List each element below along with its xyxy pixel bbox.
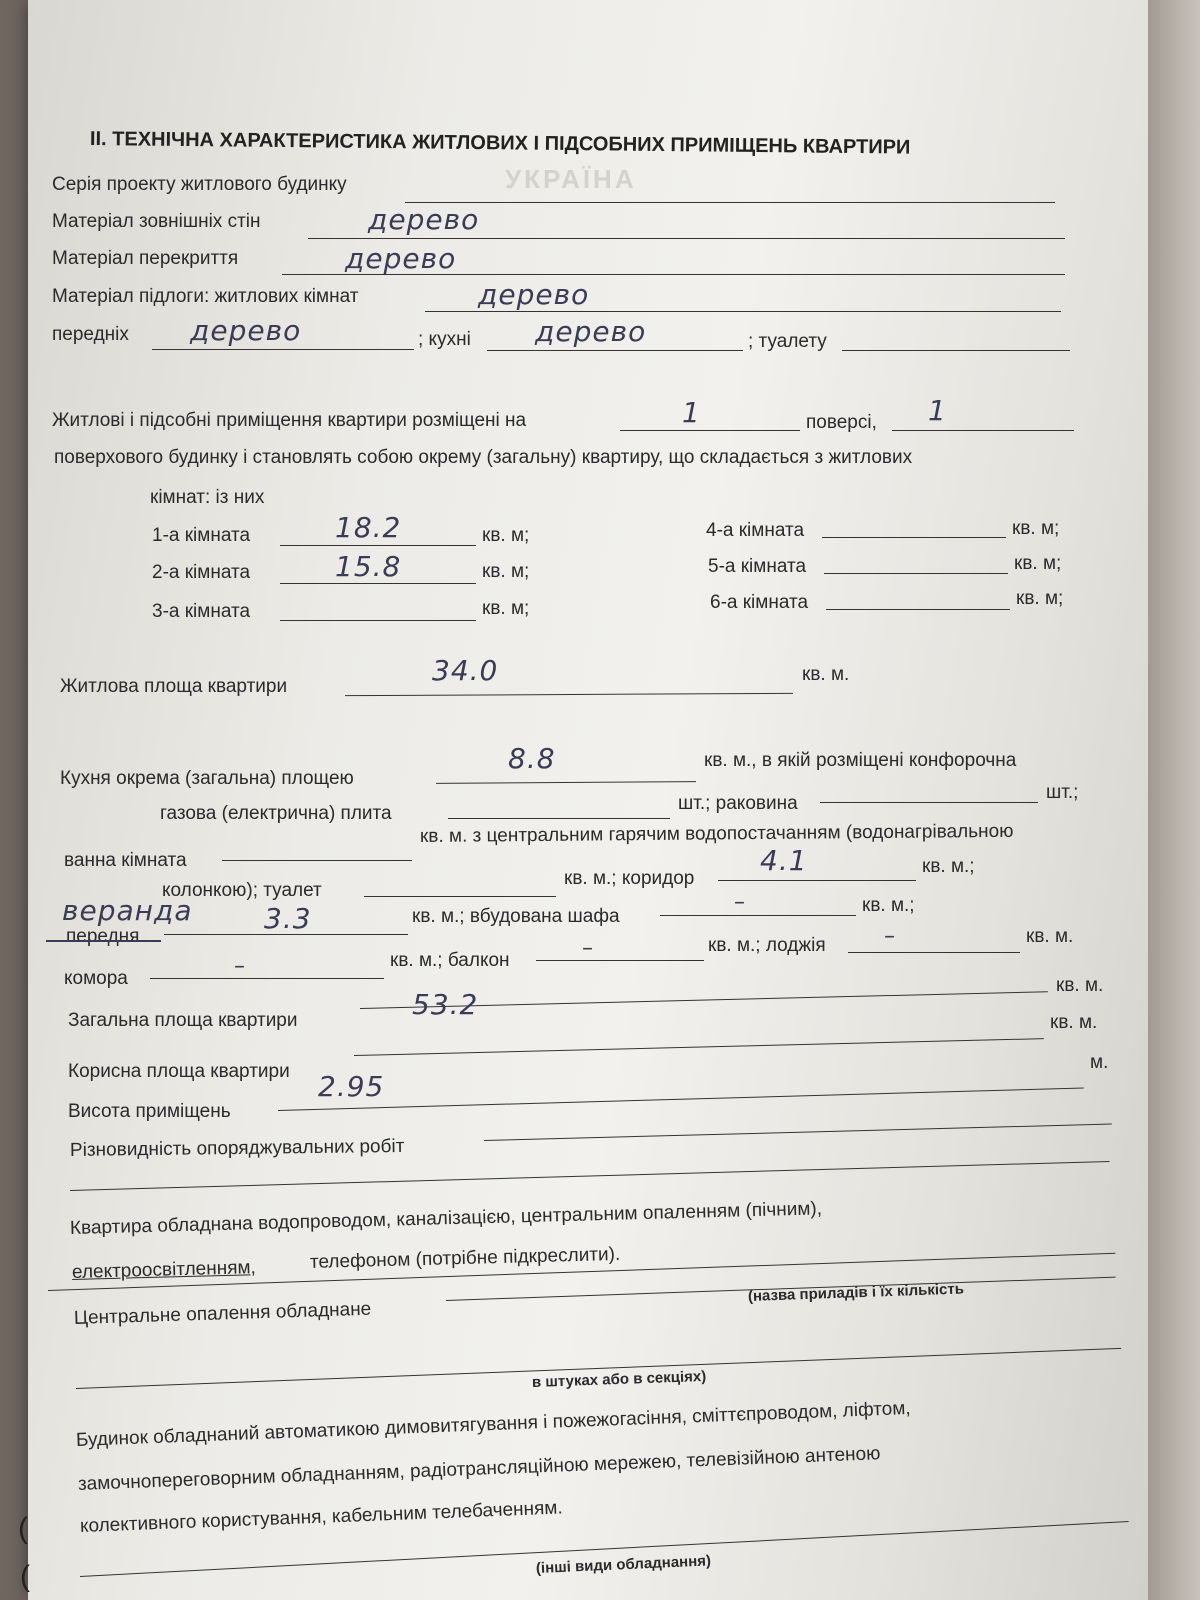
other-equipment-caption: (інші види обладнання) — [535, 1552, 712, 1577]
ceiling-value[interactable]: дерево — [345, 242, 457, 275]
location-line1: Житлові і підсобні приміщення квартири розміщені на — [52, 410, 527, 431]
room-4-line — [822, 537, 1006, 538]
stove-unit: шт.; раковина — [678, 793, 798, 814]
room-3-line — [280, 620, 476, 621]
equipment-line1: Квартира обладнана водопроводом, каналізацією, центральним опаленням (пічним), — [69, 1198, 823, 1239]
floors-total-line — [892, 430, 1074, 431]
building-line3: колективного користування, кабельним телебаченням. — [79, 1497, 564, 1537]
electricity-underlined: електроосвітленням, — [71, 1257, 257, 1283]
room-6-unit: кв. м; — [1016, 588, 1064, 609]
heating-caption-1: (назва приладів і їх кількість — [747, 1280, 965, 1305]
balcony-label: кв. м.; балкон — [390, 950, 510, 971]
room-1-label: 1-а кімната — [152, 525, 251, 546]
stamp-watermark: УКРАЇНА — [505, 164, 637, 194]
floors-total-value[interactable]: 1 — [928, 394, 947, 427]
room-3-label: 3-а кімната — [152, 601, 251, 622]
sink-unit: шт.; — [1046, 782, 1079, 803]
room-2-label: 2-а кімната — [152, 562, 251, 583]
useful-area-label: Корисна площа квартири — [68, 1061, 290, 1082]
bathroom-line — [222, 860, 412, 861]
walls-line — [308, 238, 1065, 239]
total-area-unit: кв. м. — [1056, 975, 1104, 996]
kitchen-area-line — [436, 781, 696, 784]
finishing-line — [484, 1124, 1112, 1141]
veranda-handwritten-label[interactable]: веранда — [62, 894, 193, 927]
room-4-unit: кв. м; — [1012, 518, 1060, 539]
kitchen-area-value[interactable]: 8.8 — [508, 742, 556, 775]
room-5-unit: кв. м; — [1014, 553, 1062, 574]
wardrobe-line — [660, 915, 856, 916]
floor-number-line — [620, 430, 800, 431]
heating-label: Центральне опалення обладнане — [73, 1298, 372, 1329]
living-area-value[interactable]: 34.0 — [432, 654, 499, 687]
height-value[interactable]: 2.95 — [318, 1070, 385, 1103]
total-area-value[interactable]: 53.2 — [412, 988, 479, 1021]
hall-value[interactable]: дерево — [190, 314, 302, 347]
living-area-label: Житлова площа квартири — [60, 676, 288, 697]
loggia-line — [848, 952, 1020, 953]
wardrobe-unit: кв. м.; — [862, 895, 915, 916]
useful-area-unit: кв. м. — [1050, 1012, 1098, 1033]
veranda-printed-label: передня — [66, 926, 140, 947]
toilet-material-line — [842, 350, 1070, 351]
floor-value[interactable]: дерево — [478, 278, 590, 311]
page-title: II. ТЕХНІЧНА ХАРАКТЕРИСТИКА ЖИТЛОВИХ І ПІДСОБНИХ ПРИМІЩЕНЬ КВАРТИРИ — [89, 128, 911, 159]
room-5-line — [824, 573, 1008, 574]
kitchen-material-line — [487, 350, 743, 351]
storage-value[interactable]: – — [234, 954, 246, 979]
location-line3: кімнат: із них — [150, 487, 265, 508]
kitchen-material-value[interactable]: дерево — [535, 315, 647, 348]
wardrobe-value[interactable]: – — [734, 890, 746, 915]
room-2-value[interactable]: 15.8 — [335, 550, 402, 583]
kitchen-label: Кухня окрема (загальна) площею — [60, 768, 354, 789]
ceiling-label: Матеріал перекриття — [52, 248, 239, 269]
room-1-value[interactable]: 18.2 — [335, 511, 402, 544]
room-2-line — [280, 583, 476, 584]
sink-line — [820, 802, 1038, 803]
room-1-unit: кв. м; — [482, 525, 530, 546]
loggia-label: кв. м.; лоджія — [708, 935, 826, 956]
hall-label: передніх — [52, 324, 129, 345]
corridor-value[interactable]: 4.1 — [760, 844, 808, 877]
room-2-unit: кв. м; — [482, 561, 530, 582]
bathroom-after: кв. м. з центральним гарячим водопостачанням (водонагрівальною — [419, 820, 1014, 847]
living-area-unit: кв. м. — [802, 664, 850, 685]
room-4-label: 4-а кімната — [706, 520, 805, 541]
corridor-unit: кв. м.; — [922, 856, 975, 877]
stove-line — [448, 818, 670, 819]
veranda-value[interactable]: 3.3 — [264, 902, 312, 935]
storage-label: комора — [64, 968, 128, 989]
finishing-label: Різновидність опоряджувальних робіт — [69, 1135, 405, 1161]
living-area-line — [345, 693, 793, 696]
toilet-area-line — [364, 896, 556, 897]
height-label: Висота приміщень — [68, 1101, 231, 1122]
kitchen-after: кв. м., в якій розміщені конфорочна — [704, 750, 1017, 771]
floor-word: поверсі, — [806, 412, 877, 433]
building-line1: Будинок обладнаний автоматикою димовитягування і пожежогасіння, сміттєпроводом, ліфтом, — [75, 1397, 911, 1451]
balcony-line — [536, 960, 704, 961]
useful-area-line — [354, 1038, 1044, 1056]
floor-label: Матеріал підлоги: житлових кімнат — [52, 286, 359, 307]
loggia-value[interactable]: – — [884, 924, 896, 949]
kitchen-material-label: ; кухні — [418, 329, 471, 350]
veranda-after: кв. м.; вбудована шафа — [412, 906, 620, 927]
finishing-line-2 — [70, 1161, 1110, 1191]
series-label: Серія проекту житлового будинку — [52, 174, 347, 195]
stove-label: газова (електрична) плита — [160, 803, 392, 824]
corridor-label: кв. м.; коридор — [564, 868, 695, 889]
room-5-label: 5-а кімната — [708, 556, 807, 577]
toilet-material-label: ; туалету — [748, 331, 827, 352]
building-line2: замочнопереговорним обладнанням, радіотрансляційною мережею, телевізійною антеною — [77, 1443, 881, 1495]
height-unit: м. — [1090, 1052, 1109, 1073]
total-area-label: Загальна площа квартири — [68, 1010, 298, 1031]
bathroom-label: ванна кімната — [64, 850, 187, 871]
loggia-unit: кв. м. — [1026, 926, 1074, 947]
height-line — [278, 1087, 1084, 1111]
printed-label-strikethrough — [46, 940, 161, 942]
bathroom-line2: колонкою); туалет — [162, 880, 322, 901]
series-line — [405, 202, 1055, 203]
margin-mark-1: ( — [18, 1512, 28, 1545]
walls-value[interactable]: дерево — [368, 203, 480, 236]
room-3-unit: кв. м; — [482, 598, 530, 619]
equipment-line2-rest: телефоном (потрібне підкреслити). — [309, 1243, 621, 1273]
margin-mark-2: ( — [20, 1560, 30, 1593]
room-6-label: 6-а кімната — [710, 592, 809, 613]
corridor-line — [718, 880, 916, 881]
floor-number-value[interactable]: 1 — [682, 396, 701, 429]
storage-line — [150, 978, 384, 979]
hall-line — [152, 349, 414, 350]
location-line2: поверхового будинку і становлять собою окрему (загальну) квартиру, що складається з житлових — [54, 447, 913, 468]
room-6-line — [826, 609, 1010, 610]
balcony-value[interactable]: – — [582, 936, 594, 961]
room-1-line — [280, 545, 476, 546]
heating-caption-2: в штуках або в секціях) — [531, 1367, 707, 1391]
walls-label: Матеріал зовнішніх стін — [52, 211, 261, 232]
floor-line — [425, 311, 1061, 312]
